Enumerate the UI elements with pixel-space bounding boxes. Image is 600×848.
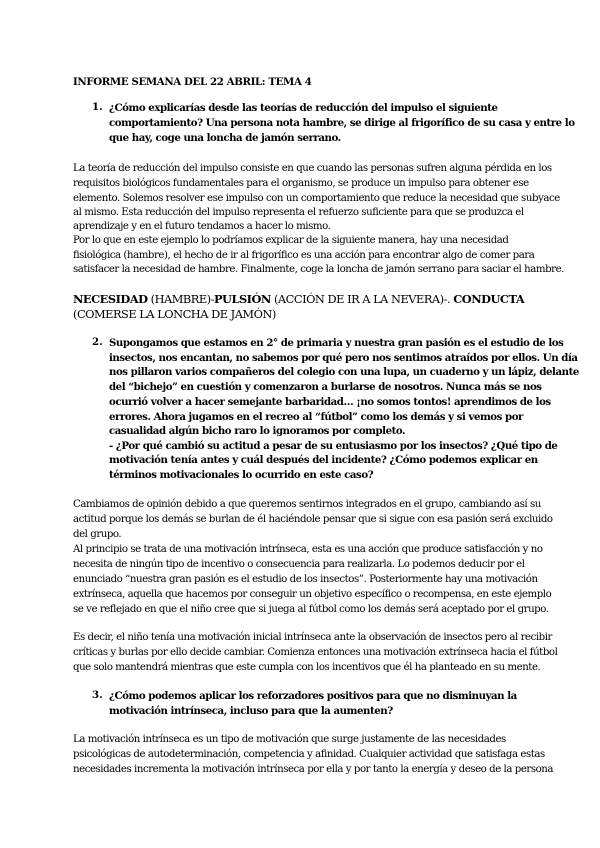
answer-2-line: Cambiamos de opinión debido a que queremos sentirnos integrados en el grupo, cambiando así su <box>73 499 541 510</box>
answer-2b-line: críticas y burlas por ello decide cambiar. Comienza entonces una motivación extrínseca hacia el fútbol <box>73 647 558 658</box>
question-1-number: 1. <box>92 101 103 113</box>
answer-1-line: requisitos biológicos fundamentales para el organismo, se produce un impulso para obtener ese <box>73 178 529 189</box>
answer-3-line: necesidades incrementa la motivación intrínseca por ella y por tanto la energía y deseo de la persona <box>73 764 554 775</box>
answer-1-line: aprendizaje y en el futuro tendamos a hacer lo mismo. <box>73 221 331 232</box>
question-2-line: términos motivacionales lo ocurrido en este caso? <box>109 469 374 481</box>
answer-1-line: satisfacer la necesidad de hambre. Finalmente, coge la loncha de jamón serrano para saciar el hambre. <box>73 264 564 275</box>
question-2-line: - ¿Por qué cambió su actitud a pesar de su entusiasmo por los insectos? ¿Qué tipo de <box>109 440 558 452</box>
question-1-line: comportamiento? Una persona nota hambre, se dirige al frigorífico de su casa y entre lo <box>109 117 575 129</box>
answer-2-line: actitud porque los demás se burlan de él haciéndole pensar que si sigue con esa pasión será excluido <box>73 514 553 525</box>
question-1-line: que hay, coge una loncha de jamón serrano. <box>109 132 341 144</box>
answer-2-line: extrínseca, aquella que hacemos por conseguir un objetivo específico o recompensa, en este ejemplo <box>73 589 552 600</box>
answer-2b-line: que solo mantendrá mientras que este cumpla con los incentivos que él ha planteado en su mente. <box>73 662 541 673</box>
answer-2-line: enunciado “nuestra gran pasión es el estudio de los insectos”. Posteriormente hay una motivación <box>73 574 538 585</box>
answer-1-line: elemento. Solemos resolver ese impulso con un comportamiento que reduce la necesidad que subyace <box>73 193 560 204</box>
question-2-line: errores. Ahora jugamos en el recreo al “fútbol” como los demás y si vemos por <box>109 411 523 423</box>
question-2-line: ocurrió volver a hacer semejante barbaridad… ¡no somos tontos! aprendimos de los <box>109 396 551 408</box>
question-3-line: motivación intrínseca, incluso para que la aumenten? <box>109 705 393 717</box>
question-3-line: ¿Cómo podemos aplicar los reforzadores positivos para que no disminuyan la <box>109 690 517 702</box>
answer-1-line: fisiológica (hambre), el hecho de ir al frigorífico es una acción para encontrar algo de comer para <box>73 250 535 261</box>
summary-line-2: (COMERSE LA LONCHA DE JAMÓN) <box>73 307 276 321</box>
question-2-line: del “bichejo” en cuestión y comenzaron a burlarse de nosotros. Nunca más se nos <box>109 381 542 393</box>
summary-hambre: (HAMBRE)- <box>147 292 214 306</box>
summary-line <box>73 292 524 306</box>
summary-accion: (ACCIÓN DE IR A LA NEVERA)-. <box>270 292 454 306</box>
question-2-number: 2. <box>92 336 103 348</box>
document-title: INFORME SEMANA DEL 22 ABRIL: TEMA 4 <box>73 76 312 88</box>
summary-necesidad: NECESIDAD <box>73 292 148 306</box>
answer-2b-line: Es decir, el niño tenía una motivación inicial intrínseca ante la observación de insectos pero al recibir <box>73 632 552 643</box>
answer-3-line: La motivación intrínseca es un tipo de motivación que surge justamente de las necesidades <box>73 734 506 745</box>
answer-2-line: Al principio se trata de una motivación intrínseca, esta es una acción que produce satisfacción y no <box>73 544 543 555</box>
answer-1-line: Por lo que en este ejemplo lo podríamos explicar de la siguiente manera, hay una necesidad <box>73 235 509 246</box>
question-2-line: casualidad algún bicho raro lo ignoramos por completo. <box>109 425 406 437</box>
answer-3-line: psicológicas de autodeterminación, competencia y afinidad. Cualquier actividad que satisfaga estas <box>73 749 545 760</box>
question-2-line: insectos, nos encantan, no sabemos por qué pero nos sentimos atraídos por ellos. Un día <box>109 352 578 364</box>
summary-conducta: CONDUCTA <box>453 292 525 306</box>
question-2-line: Supongamos que estamos en 2° de primaria y nuestra gran pasión es el estudio de los <box>109 337 564 349</box>
summary-pulsion: PULSIÓN <box>213 292 271 306</box>
answer-2-line: necesita de ningún tipo de incentivo o consecuencia para realizarla. Lo podemos deducir por el <box>73 559 525 570</box>
answer-2-line: del grupo. <box>73 529 122 540</box>
answer-1-line: al mismo. Esta reducción del impulso representa el refuerzo suficiente para que se produzca el <box>73 207 524 218</box>
answer-1-line: La teoría de reducción del impulso consiste en que cuando las personas sufren alguna pérdida en los <box>73 163 552 174</box>
question-2-line: nos pillaron varios compañeros del colegio con una lupa, un cuaderno y un lápiz, delante <box>109 366 579 378</box>
answer-2-line: se ve reflejado en que el niño cree que si juega al fútbol como los demás será aceptado por el grupo. <box>73 604 549 615</box>
question-1-line: ¿Cómo explicarías desde las teorías de reducción del impulso el siguiente <box>109 102 498 114</box>
question-3-number: 3. <box>92 689 103 701</box>
question-2-line: motivación tenía antes y cuál después del incidente? ¿Cómo podemos explicar en <box>109 454 538 466</box>
